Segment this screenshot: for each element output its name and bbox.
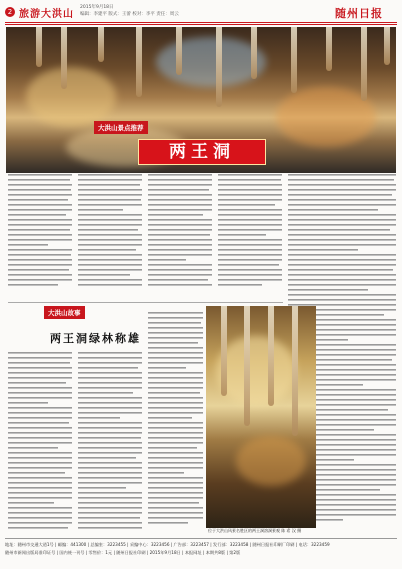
editors-line: 编辑：李建平 版式：王蕾 校对：李平 责任：周云 <box>80 12 179 17</box>
footer-line: 随州市新闻出版局准印证号 | 国内统一刊号 | 零售价：1元 | 随州日报社印刷 | 2015年9月18日 | 本报网址 | 本期共8版 | 第2版 <box>5 550 241 555</box>
body-text-lines <box>8 172 72 298</box>
paper-name: 随州日报 <box>335 7 383 20</box>
photo-caption: 位于大洪山风景名胜区的两王洞溶洞景观 陈 希 汉 摄 <box>208 528 302 533</box>
article-column <box>8 172 72 298</box>
page-footer <box>5 538 397 565</box>
section-name: 旅游大洪山 <box>19 9 74 20</box>
body-text-lines <box>8 350 72 534</box>
body-text-lines <box>78 172 142 298</box>
section-label-top: 大洪山景点推荐 <box>94 121 148 134</box>
footer-line: 地址：随州市交通大道1号 | 邮编：441300 | 总编室：3223455 | 采编中心：3223456 | 广告部：3223457 | 发行部：3223458 | 随州日报社印刷厂印刷 | 电话：3223459 <box>5 542 330 547</box>
story-column <box>148 310 203 534</box>
body-text-lines <box>218 172 282 298</box>
cave-photo-bottom <box>206 306 316 528</box>
bottom-feature-title: 两王洞绿林称雄 <box>50 332 141 345</box>
body-text-lines <box>78 350 142 534</box>
page-number-badge: 2 <box>5 7 15 17</box>
section-divider <box>8 302 283 303</box>
story-column <box>78 350 142 534</box>
article-column <box>78 172 142 298</box>
date-line: 2015年9月18日 <box>80 5 114 10</box>
story-column <box>8 350 72 534</box>
header-rule-thin <box>5 24 397 25</box>
body-text-lines <box>148 172 212 298</box>
section-label-bottom: 大洪山故事 <box>44 306 85 319</box>
body-text-lines <box>148 310 203 534</box>
article-column <box>218 172 282 298</box>
article-column <box>148 172 212 298</box>
top-feature-title: 两王洞 <box>138 139 266 165</box>
